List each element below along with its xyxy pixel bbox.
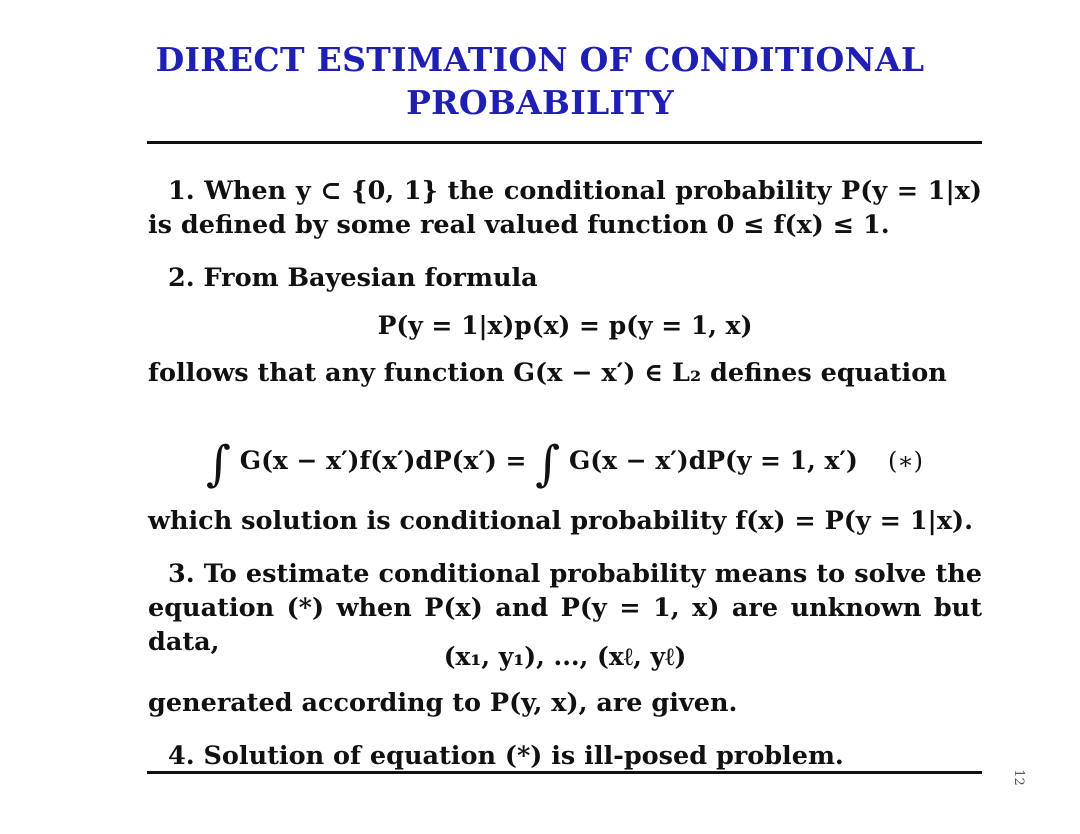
page-number: 12 bbox=[1010, 769, 1026, 786]
title-line-1: DIRECT ESTIMATION OF CONDITIONAL bbox=[155, 40, 925, 79]
integral-sign-right-icon: ∫ bbox=[535, 436, 561, 492]
equation-star-rhs: G(x − x′)dP(y = 1, x′) bbox=[568, 446, 858, 475]
slide-title bbox=[0, 38, 1080, 124]
equation-data: (x₁, y₁), ..., (xℓ, yℓ) bbox=[443, 642, 687, 671]
paragraph-2: 2. From Bayesian formula bbox=[168, 263, 538, 293]
title-line-2: PROBABILITY bbox=[406, 83, 674, 122]
paragraph-4: 4. Solution of equation (*) is ill-posed problem. bbox=[168, 741, 844, 771]
paragraph-3-continued: generated according to P(y, x), are given. bbox=[148, 688, 738, 718]
paragraph-2-solution: which solution is conditional probability f(x) = P(y = 1|x). bbox=[148, 506, 973, 536]
paragraph-3: 3. To estimate conditional probability means to solve the equation (*) when P(x) and P(y = 1, x) are unknown but data, bbox=[148, 559, 982, 657]
paragraph-1: 1. When y ⊂ {0, 1} the conditional probability P(y = 1|x) is defined by some real valued function 0 ≤ f(x) ≤ 1. bbox=[148, 176, 982, 240]
equation-bayes: P(y = 1|x)p(x) = p(y = 1, x) bbox=[377, 311, 753, 340]
equation-star-lhs: G(x − x′)f(x′)dP(x′) = bbox=[239, 446, 527, 475]
integral-sign-left-icon: ∫ bbox=[206, 436, 232, 492]
equation-star-tag: (∗) bbox=[888, 447, 924, 475]
paragraph-2-continued: follows that any function G(x − x′) ∈ L₂ defines equation bbox=[148, 358, 947, 388]
bottom-rule bbox=[147, 771, 982, 774]
top-rule bbox=[147, 141, 982, 144]
